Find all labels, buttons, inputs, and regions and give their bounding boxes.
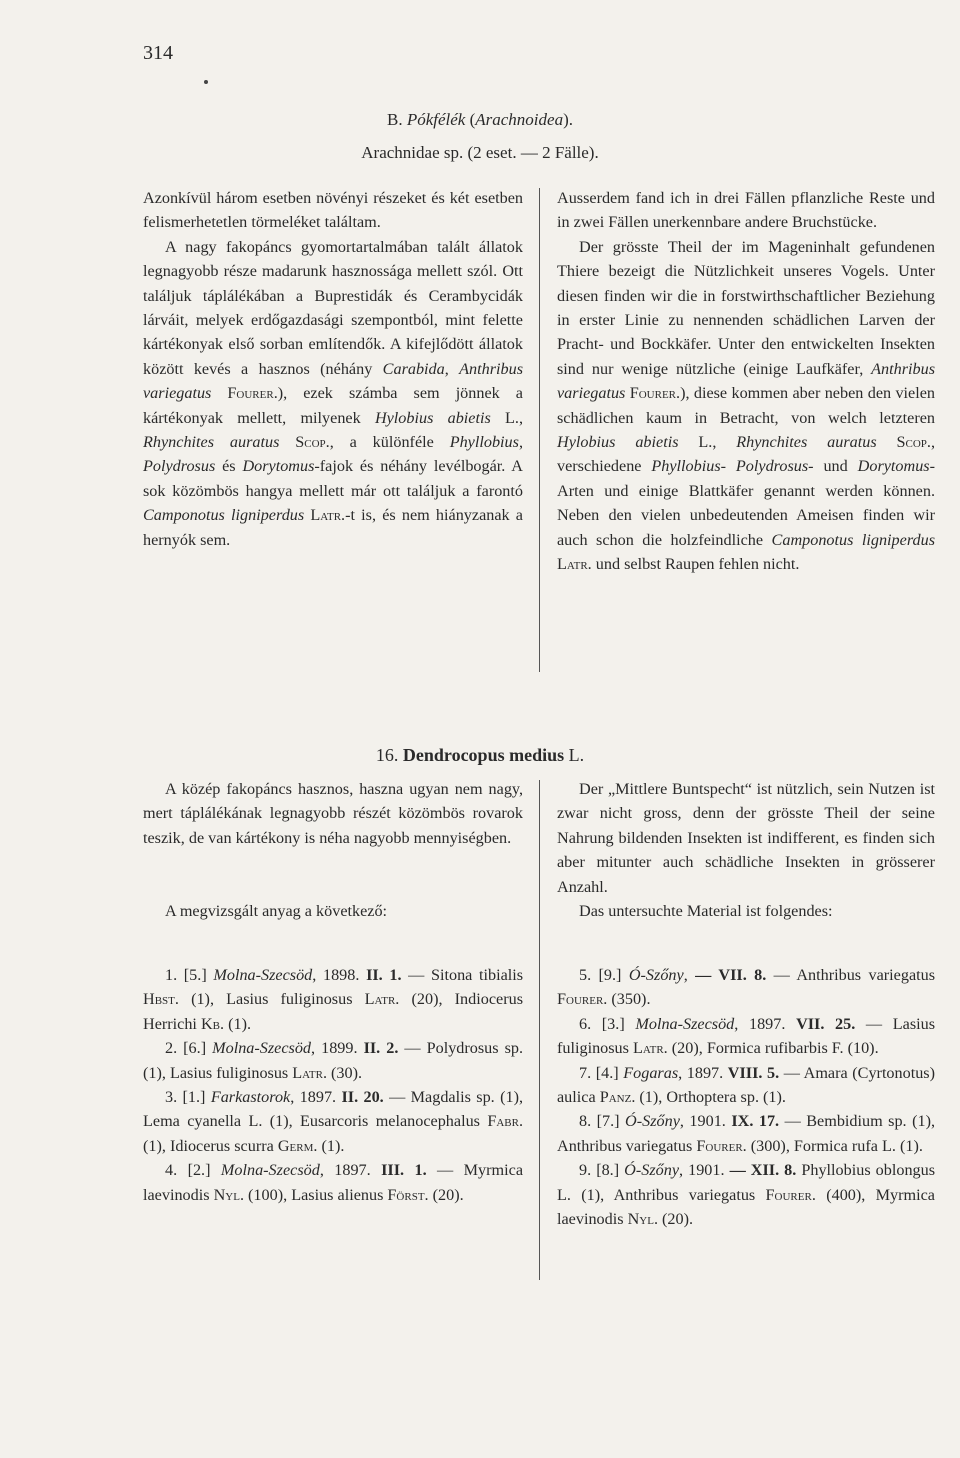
author: Latr. (310, 506, 346, 525)
text: — Bembidium sp. (1), Anthribus variegatus (557, 1112, 936, 1155)
record-year: , 1897. (290, 1088, 337, 1107)
record-ref: [1.] (182, 1088, 206, 1107)
record-ref: [3.] (601, 1014, 625, 1033)
text: L., (678, 433, 737, 452)
author: Latr. (292, 1063, 327, 1082)
record-year: , 1897. (678, 1063, 724, 1082)
records-right (557, 963, 935, 1231)
family-line: Arachnidae sp. (2 eset. — 2 Fälle). (361, 143, 599, 162)
record-number: 9. (579, 1161, 592, 1180)
text: (1), Lasius fuliginosus (178, 990, 365, 1009)
record-entry (557, 1012, 935, 1061)
text: , a különféle (329, 433, 450, 452)
record-place: Molna-Szecsöd (220, 1161, 320, 1180)
text: -Arten und einige Blattkäfer genannt werden können. Neben den vielen unbedeutenden Ameisen finden wir auch schon die holzfeindliche (557, 457, 935, 549)
record-entry (557, 1061, 935, 1110)
record-entry (557, 1158, 935, 1231)
record-ref: [7.] (596, 1112, 620, 1131)
text: (300), Formica rufa L. (1). (746, 1136, 923, 1155)
text: — Amara (Cyrtonotus) aulica (557, 1063, 935, 1107)
text: -fajok és néhány levélbogár. A sok közömbös hangya mellett már ott találjuk a farontó (143, 457, 523, 500)
hungarian-text-2 (143, 777, 523, 924)
text: — Myrmica laevinodis (143, 1161, 524, 1204)
taxon: Hylobius abietis (374, 408, 491, 427)
record-place: Fogaras (623, 1063, 679, 1082)
record-ref: [5.] (183, 966, 207, 984)
record-year: , 1899. (311, 1039, 358, 1058)
text: — Polydrosus sp. (1), Lasius fuliginosus (143, 1039, 524, 1082)
record-entry (557, 1109, 935, 1158)
page-number: 314 (143, 42, 173, 64)
record-place: Ó-Szőny (624, 1161, 680, 1180)
text: — Sitona tibialis (401, 966, 524, 984)
text: und (813, 457, 858, 476)
text: (1). (224, 1014, 252, 1033)
text: Phyllobius oblongus L. (1), Anthribus variegatus (557, 1161, 936, 1204)
author: Fourer. (765, 1185, 816, 1204)
text: -t is, és nem hiányzanak a hernyók sem. (143, 506, 523, 549)
text: A nagy fakopáncs gyomortartalmában talált állatok legnagyobb része madarunk hasznossága mellett szól. Ott találjuk táplálékában a Buprestidák és Cerambycidák lárváit, melyek erdőgazdasági szempontból, mint felette kártékonyak első sorban említendők. A kifejlődött állatok között kevés a hasznos (néhány (143, 237, 523, 378)
paragraph: Ausserdem fand ich in drei Fällen pflanzliche Reste und in zwei Fällen unerkennbare andere Bruchstücke. (557, 189, 935, 232)
author: Latr. (633, 1039, 668, 1058)
record-year: , 1898. (312, 966, 360, 984)
record-entry (143, 1085, 523, 1158)
text: , (518, 433, 523, 452)
taxon: Rhynchites auratus (736, 433, 877, 452)
text: Der grösste Theil der im Mageninhalt gefundenen Thiere bezeigt die Nützlichkeit unseres Vogels. Unter diesen finden wir die in forstwirthschaftlicher Beziehung in erster Linie zu nennenden schädlichen Larven der Pracht- und Bockkäfer. Unter den entwickelten Insekten sind nur wenige nützliche (einige Laufkäfer, (557, 237, 935, 378)
species-author: L. (568, 745, 585, 765)
text: (350). (607, 990, 651, 1009)
text: , verschiedene (557, 433, 936, 476)
text: (20). (658, 1210, 694, 1229)
text: (1), Idiocerus scurra (143, 1136, 278, 1155)
author: Scop. (896, 433, 931, 452)
record-number: 6. (579, 1014, 592, 1033)
column-divider-top (539, 188, 540, 672)
record-number: 4. (165, 1161, 178, 1180)
text: — Magdalis sp. (1), Lema cyanella L. (1), Eusarcoris melanocephalus (143, 1088, 524, 1131)
record-year: , 1901. (679, 1161, 725, 1180)
record-year: , 1897. (734, 1014, 786, 1033)
section-title-hu: Pókfélék (406, 110, 466, 129)
record-year: , 1901. (679, 1112, 726, 1131)
record-date: II. 20. (341, 1088, 384, 1107)
record-ref: [6.] (183, 1039, 207, 1058)
section-label: B. (386, 110, 403, 129)
taxon: Phyllobius- Polydrosus- (651, 457, 814, 476)
author: Kb. (200, 1014, 225, 1033)
record-year: , 1897. (319, 1161, 371, 1180)
author: Först. (387, 1185, 429, 1204)
column-divider-bottom (539, 780, 540, 1280)
hungarian-text-1 (143, 186, 523, 552)
author: Panz. (599, 1088, 636, 1107)
text: és (215, 457, 243, 476)
record-date: — XII. 8. (729, 1161, 797, 1180)
record-number: 2. (165, 1039, 178, 1058)
text: (1), Orthoptera sp. (1). (635, 1088, 786, 1107)
records-left (143, 963, 523, 1207)
taxon: Dorytomus (242, 457, 315, 476)
record-number: 7. (579, 1063, 592, 1082)
species-name: Dendrocopus medius (402, 745, 565, 765)
text: und selbst Raupen fehlen nicht. (591, 555, 800, 574)
paragraph: A közép fakopáncs hasznos, haszna ugyan nem nagy, mert táplálékának legnagyobb részét közömbös rovarok teszik, de van kártékony is néha nagyobb mennyiségben. (143, 780, 523, 847)
record-date: IX. 17. (731, 1112, 780, 1131)
taxon: Phyllobius (449, 433, 519, 452)
record-place: Ó-Szőny (625, 1112, 680, 1131)
text: (20), Indiocerus Herrichi (143, 990, 523, 1033)
record-place: Ó-Szőny (628, 966, 684, 984)
record-entry (143, 963, 523, 1036)
paragraph: A megvizsgált anyag a következő: (165, 902, 388, 921)
text: (400), Myrmica laevinodis (557, 1185, 935, 1229)
author: Latr. (557, 555, 592, 574)
author: Fourer. (557, 990, 608, 1009)
author: Hbst. (143, 990, 179, 1009)
paragraph (557, 235, 935, 577)
record-ref: [8.] (596, 1161, 620, 1180)
text: ), ezek számba sem jönnek a kártékonyak mellett, milyenek (143, 384, 523, 427)
author: Nyl. (213, 1185, 244, 1204)
author: Germ. (277, 1136, 318, 1155)
section-b-heading: B. Pókfélék (Arachnoidea). (386, 110, 574, 129)
text: — Anthribus variegatus (766, 966, 936, 984)
text: (30). (327, 1063, 363, 1082)
record-ref: [4.] (595, 1063, 619, 1082)
taxon: Camponotus ligniperdus (771, 530, 935, 549)
taxon: Polydrosus (143, 457, 216, 476)
record-number: 1. (165, 966, 178, 984)
record-date: VIII. 5. (727, 1063, 780, 1082)
text: (20), Formica rufibarbis F. (10). (667, 1039, 879, 1058)
author: Scop. (295, 433, 330, 452)
author: Fourer. (629, 384, 681, 403)
text: , (444, 359, 460, 378)
taxon: Anthribus variegatus (143, 359, 524, 403)
text: — Lasius fuliginosus (557, 1014, 936, 1058)
taxon: Camponotus ligniperdus (143, 506, 305, 525)
text: L., (490, 408, 523, 427)
record-number: 3. (165, 1088, 178, 1107)
margin-dot (204, 80, 208, 84)
record-ref: [9.] (598, 966, 622, 984)
record-place: Farkastorok (210, 1088, 291, 1107)
text: ), diese kommen aber neben den vielen schädlichen kaum in Betracht, von welch letzteren (557, 384, 936, 427)
record-date: — VII. 8. (695, 966, 767, 984)
author: Nyl. (627, 1210, 658, 1229)
text: (20). (428, 1185, 464, 1204)
taxon: Hylobius abietis (557, 433, 679, 452)
taxon: Anthribus variegatus (557, 359, 935, 403)
record-number: 5. (579, 966, 592, 984)
taxon: Carabida (382, 359, 445, 378)
record-year: , (683, 966, 688, 984)
paragraph (143, 235, 523, 552)
taxon: Dorytomus (857, 457, 930, 476)
record-entry (143, 1158, 523, 1207)
record-entry (143, 1036, 523, 1085)
record-date: II. 2. (363, 1039, 399, 1058)
record-date: VII. 25. (796, 1014, 856, 1033)
german-text-2 (557, 777, 935, 923)
german-text-1 (557, 186, 935, 577)
record-number: 8. (579, 1112, 592, 1131)
author: Fourer. (696, 1136, 747, 1155)
text: (1). (317, 1136, 345, 1155)
section-title-lat: Arachnoidea (475, 110, 564, 129)
record-place: Molna-Szecsöd (213, 966, 313, 984)
species-heading (0, 745, 960, 766)
record-place: Molna-Szecsöd (635, 1014, 735, 1033)
record-date: II. 1. (366, 966, 402, 984)
record-date: III. 1. (381, 1161, 427, 1180)
paragraph: Azonkívül három esetben növényi részeket és két esetben felismerhetetlen törmeléket találtam. (143, 189, 523, 232)
text: (100), Lasius alienus (244, 1185, 388, 1204)
record-place: Molna-Szecsöd (212, 1039, 312, 1058)
paragraph: Das untersuchte Material ist folgendes: (579, 902, 833, 921)
paragraph: Der „Mittlere Buntspecht“ ist nützlich, sein Nutzen ist zwar nicht gross, denn der grösste Theil der seine Nahrung bildenden Insekten ist indifferent, es finden sich aber mitunter auch schädliche Insekten in grösserer Anzahl. (557, 780, 935, 896)
species-number: 16. (375, 745, 399, 765)
record-ref: [2.] (187, 1161, 211, 1180)
author: Fabr. (487, 1112, 523, 1131)
author: Latr. (364, 990, 400, 1009)
record-entry (557, 963, 935, 1012)
taxon: Rhynchites auratus (143, 433, 280, 452)
author: Fourer. (227, 384, 278, 403)
